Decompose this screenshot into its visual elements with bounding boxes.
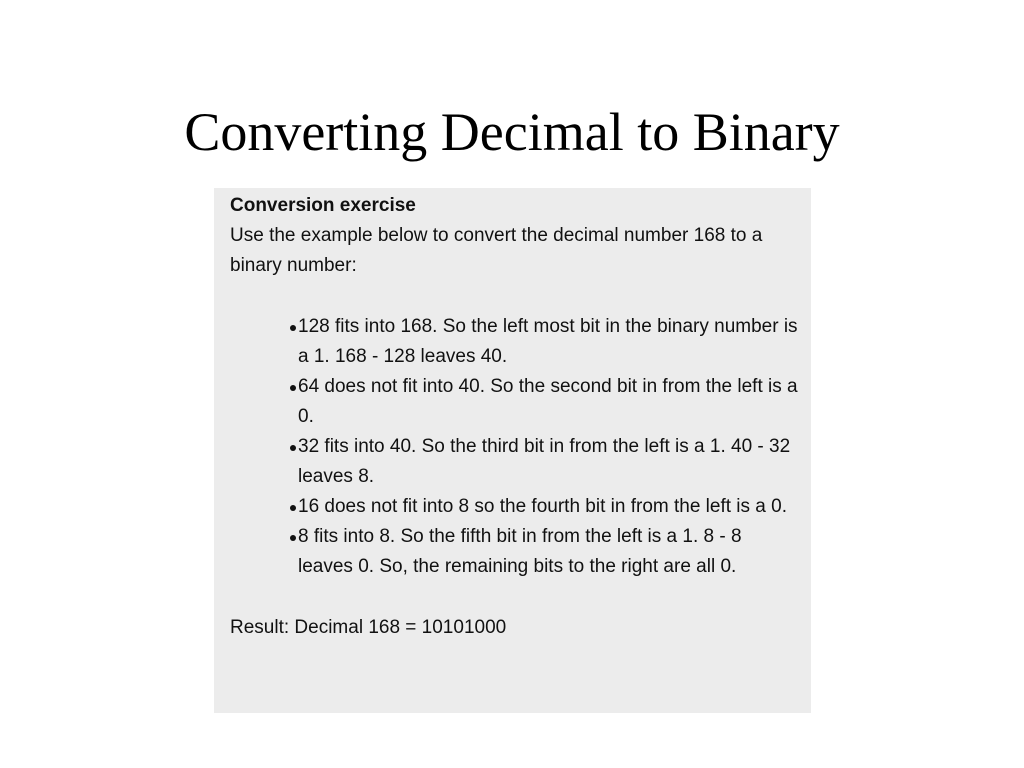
list-item xyxy=(230,522,798,582)
list-item xyxy=(230,432,798,492)
bullet-icon xyxy=(290,325,296,331)
step-text: 8 fits into 8. So the fifth bit in from the left is a 1. 8 - 8 leaves 0. So, the remaining bits to the right are all 0. xyxy=(298,526,742,577)
list-item xyxy=(230,492,798,522)
step-text: 128 fits into 168. So the left most bit in the binary number is a 1. 168 - 128 leaves 40. xyxy=(298,316,798,367)
exercise-box xyxy=(214,188,811,713)
bullet-icon xyxy=(290,445,296,451)
bullet-icon xyxy=(290,385,296,391)
bullet-icon xyxy=(290,505,296,511)
step-text: 32 fits into 40. So the third bit in from the left is a 1. 40 - 32 leaves 8. xyxy=(298,436,791,487)
exercise-heading: Conversion exercise xyxy=(230,195,416,216)
step-text: 64 does not fit into 40. So the second bit in from the left is a 0. xyxy=(298,376,798,427)
step-text: 16 does not fit into 8 so the fourth bit in from the left is a 0. xyxy=(298,496,787,517)
list-item xyxy=(230,312,798,372)
steps-list xyxy=(230,312,811,582)
bullet-icon xyxy=(290,535,296,541)
slide-title: Converting Decimal to Binary xyxy=(184,102,840,162)
result-text: Result: Decimal 168 = 10101000 xyxy=(230,617,507,638)
list-item xyxy=(230,372,798,432)
exercise-intro: Use the example below to convert the decimal number 168 to a binary number: xyxy=(230,225,763,276)
